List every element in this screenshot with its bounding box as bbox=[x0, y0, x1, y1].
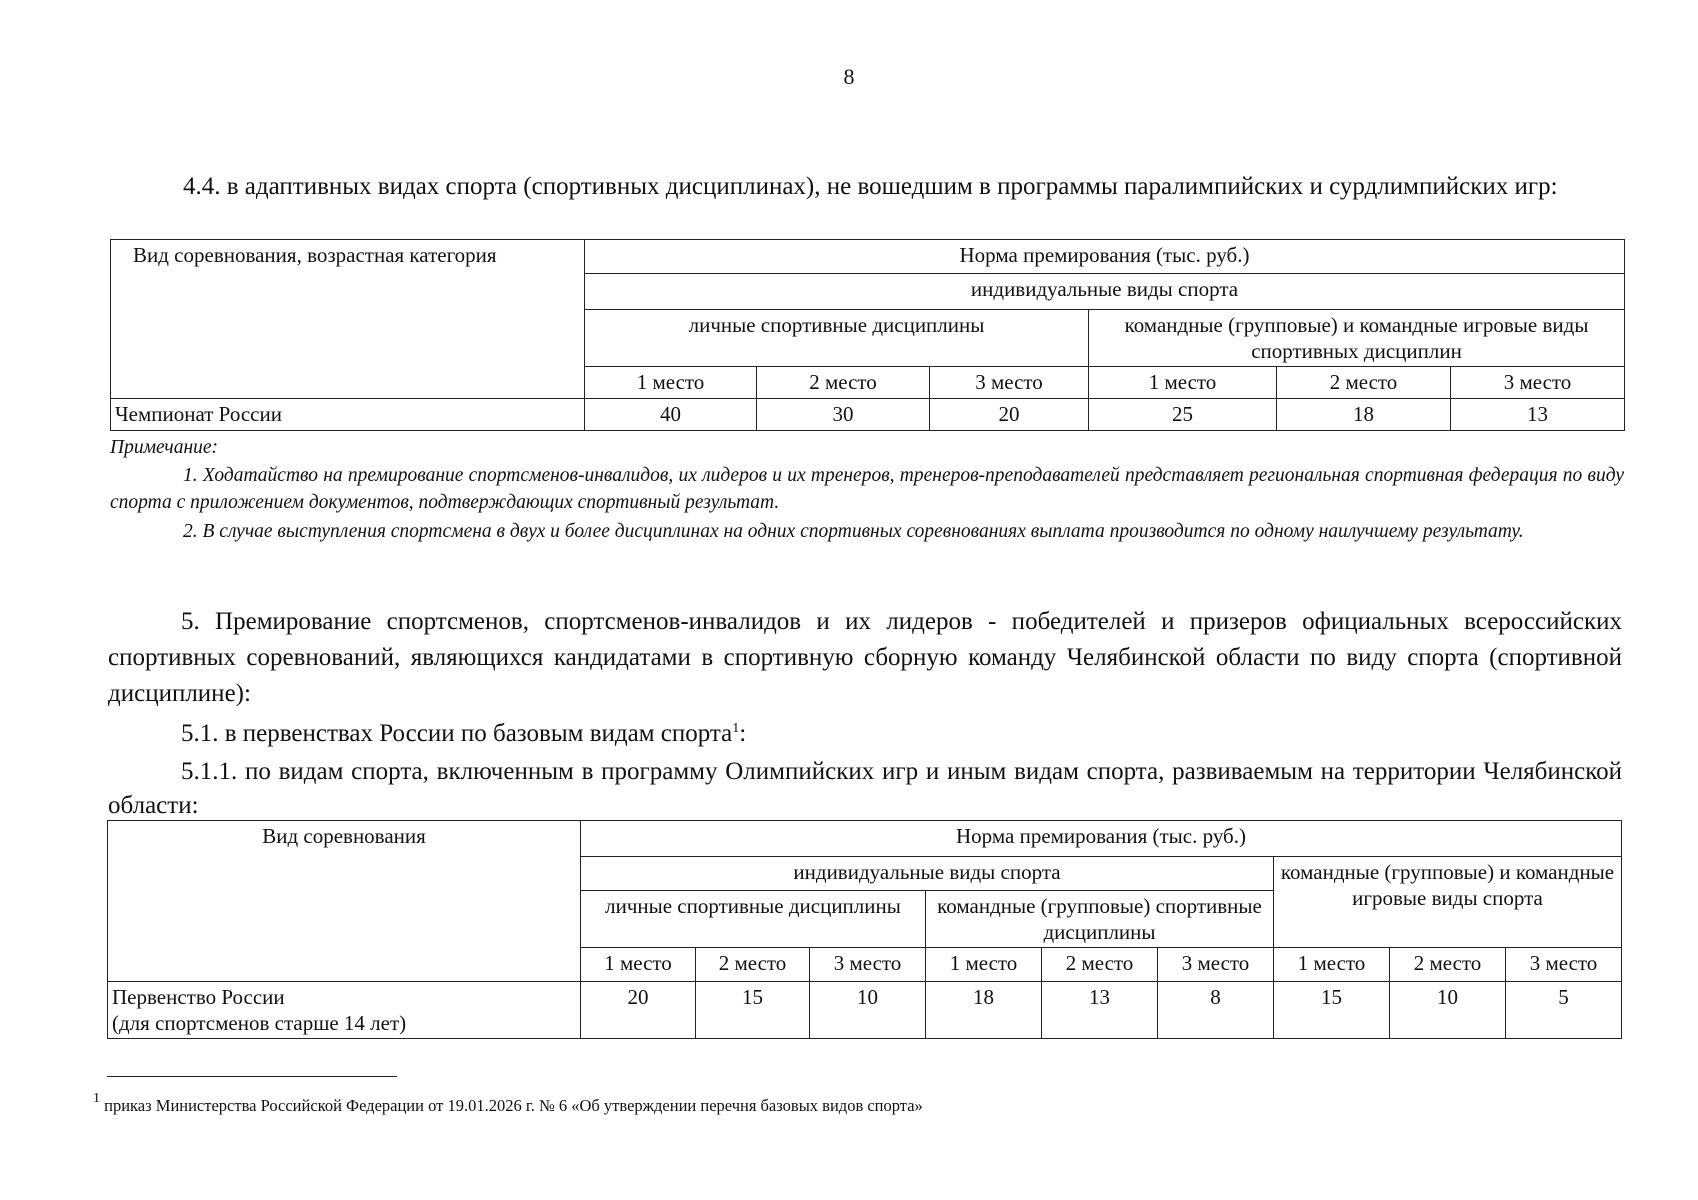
header-individual-sports: индивидуальные виды спорта bbox=[585, 274, 1625, 310]
header-place: 2 место bbox=[1042, 948, 1158, 982]
header-team-disciplines: командные (групповые) и командные игровые виды спортивных дисциплин bbox=[1089, 310, 1625, 367]
header-place: 3 место bbox=[1451, 367, 1625, 399]
header-place: 1 место bbox=[1274, 948, 1390, 982]
row-competition-name: Чемпионат России bbox=[111, 399, 585, 431]
cell-value: 25 bbox=[1089, 399, 1277, 431]
cell-value: 20 bbox=[930, 399, 1089, 431]
header-place: 3 место bbox=[1506, 948, 1622, 982]
cell-value: 18 bbox=[1277, 399, 1451, 431]
header-place: 1 место bbox=[1089, 367, 1277, 399]
header-team-group-disciplines: командные (групповые) спортивные дисциплины bbox=[926, 891, 1274, 948]
footnote-divider bbox=[107, 1076, 397, 1077]
section-5-1-1-text: 5.1.1. по видам спорта, включенным в программу Олимпийских игр и иным видам спорта, развиваемым на территории Челябинской области: bbox=[108, 758, 1622, 819]
table-row bbox=[111, 399, 1625, 431]
header-competition-category: Вид соревнования, возрастная категория bbox=[111, 240, 585, 399]
header-place: 2 место bbox=[1277, 367, 1451, 399]
section-5-1-text: 5.1. в первенствах России по базовым видам спорта$^1$: bbox=[181, 720, 747, 747]
section-4-4-heading: 4.4. в адаптивных видах спорта (спортивных дисциплинах), не вошедшим в программы паралимпийских и сурдлимпийских игр: bbox=[183, 173, 1558, 200]
table-5-1-1 bbox=[107, 820, 1622, 1039]
header-place: 3 место bbox=[1158, 948, 1274, 982]
header-place: 3 место bbox=[810, 948, 926, 982]
cell-value: 15 bbox=[1274, 982, 1390, 1039]
cell-value: 10 bbox=[1390, 982, 1506, 1039]
cell-value: 15 bbox=[696, 982, 810, 1039]
note-item-2: 2. В случае выступления спортсмена в двух и более дисциплинах на одних спортивных соревнованиях выплата производится по одному наилучшему результату. bbox=[183, 521, 1524, 542]
header-place: 2 место bbox=[696, 948, 810, 982]
row-competition-name: Первенство России (для спортсменов старше 14 лет) bbox=[108, 982, 581, 1039]
cell-value: 13 bbox=[1042, 982, 1158, 1039]
cell-value: 10 bbox=[810, 982, 926, 1039]
note-title: Примечание: bbox=[110, 437, 219, 458]
footnote bbox=[93, 1091, 923, 1116]
cell-value: 18 bbox=[926, 982, 1042, 1039]
footnote-text: приказ Министерства Российской Федерации от 19.01.2026 г. № 6 «Об утверждении перечня базовых видов спорта» bbox=[100, 1096, 923, 1115]
note-item-1: 1. Ходатайство на премирование спортсменов-инвалидов, их лидеров и их тренеров, тренеров-преподавателей представляет региональная спортивная федерация по виду спорта с приложением документов, подтверждающих спортивный результат. bbox=[110, 465, 1624, 513]
header-competition: Вид соревнования bbox=[108, 821, 581, 982]
header-place: 1 место bbox=[585, 367, 757, 399]
footnote-mark: 1 bbox=[93, 1091, 100, 1106]
header-place: 1 место bbox=[926, 948, 1042, 982]
section-5-text: 5. Премирование спортсменов, спортсменов-инвалидов и их лидеров - победителей и призеров официальных всероссийских спортивных соревнований, являющихся кандидатами в спортивную сборную команду Челябинской области по виду спорта (спортивной дисциплине): bbox=[108, 608, 1622, 707]
header-norm: Норма премирования (тыс. руб.) bbox=[585, 240, 1625, 274]
table-4-4 bbox=[110, 239, 1625, 431]
header-norm: Норма премирования (тыс. руб.) bbox=[581, 821, 1622, 857]
header-place: 2 место bbox=[757, 367, 930, 399]
cell-value: 40 bbox=[585, 399, 757, 431]
table-row bbox=[108, 982, 1622, 1039]
cell-value: 30 bbox=[757, 399, 930, 431]
header-team-game-sports: командные (групповые) и командные игровые виды спорта bbox=[1274, 857, 1622, 948]
cell-value: 13 bbox=[1451, 399, 1625, 431]
footnote-ref: 1 bbox=[732, 721, 740, 736]
header-personal-disciplines: личные спортивные дисциплины bbox=[581, 891, 926, 948]
cell-value: 5 bbox=[1506, 982, 1622, 1039]
header-place: 2 место bbox=[1390, 948, 1506, 982]
header-place: 3 место bbox=[930, 367, 1089, 399]
page-number: 8 bbox=[843, 64, 855, 89]
cell-value: 20 bbox=[581, 982, 696, 1039]
header-place: 1 место bbox=[581, 948, 696, 982]
header-individual-sports: индивидуальные виды спорта bbox=[581, 857, 1274, 891]
cell-value: 8 bbox=[1158, 982, 1274, 1039]
header-personal-disciplines: личные спортивные дисциплины bbox=[585, 310, 1089, 367]
